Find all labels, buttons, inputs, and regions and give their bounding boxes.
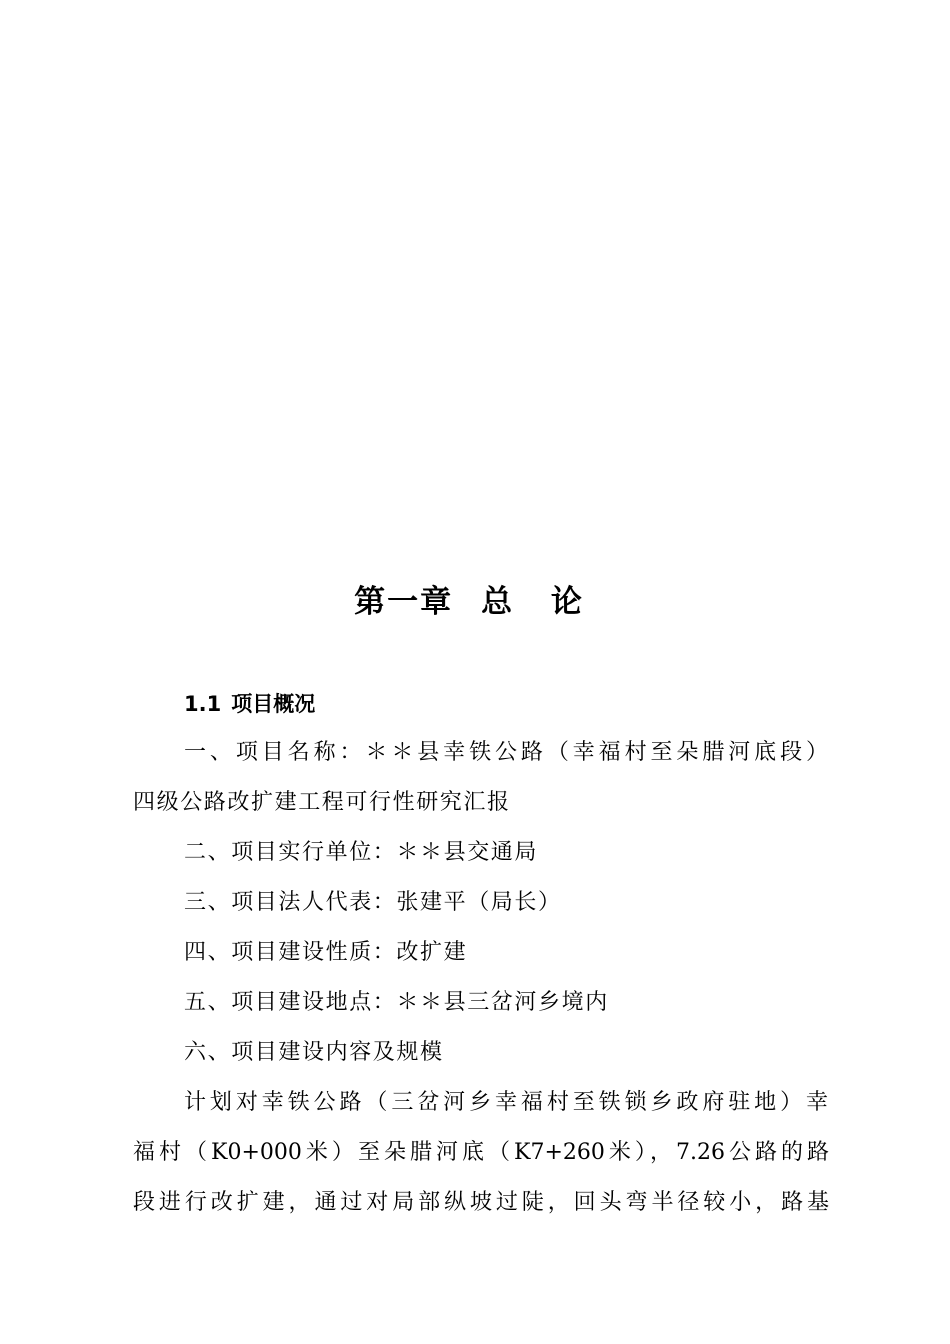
chapter-number: 第一章: [354, 584, 454, 620]
section-title: 项目概况: [231, 692, 316, 716]
item-project-name-line1: 一、项目名称：＊＊县幸铁公路（幸福村至朵腊河底段）: [184, 740, 828, 765]
section-number: 1.1: [184, 692, 222, 716]
item-legal-representative: 三、项目法人代表：张建平（局长）: [184, 890, 562, 915]
paragraph-line-1: 计划对幸铁公路（三岔河乡幸福村至铁锁乡政府驻地）幸: [184, 1090, 828, 1115]
chapter-name: 总 论: [481, 584, 596, 620]
item-construction-content: 六、项目建设内容及规模: [184, 1040, 444, 1065]
item-project-name-line2: 四级公路改扩建工程可行性研究汇报: [133, 790, 511, 815]
item-construction-nature: 四、项目建设性质：改扩建: [184, 940, 468, 965]
section-heading: [184, 688, 315, 720]
item-construction-location: 五、项目建设地点：＊＊县三岔河乡境内: [184, 990, 609, 1015]
chapter-title: [0, 580, 950, 624]
paragraph-line-3: 段进行改扩建，通过对局部纵坡过陡，回头弯半径较小，路基: [133, 1190, 829, 1215]
paragraph-line-2: 福村（K0+000米）至朵腊河底（K7+260米），7.26公路的路: [133, 1140, 829, 1165]
item-implementing-unit: 二、项目实行单位：＊＊县交通局: [184, 840, 539, 865]
